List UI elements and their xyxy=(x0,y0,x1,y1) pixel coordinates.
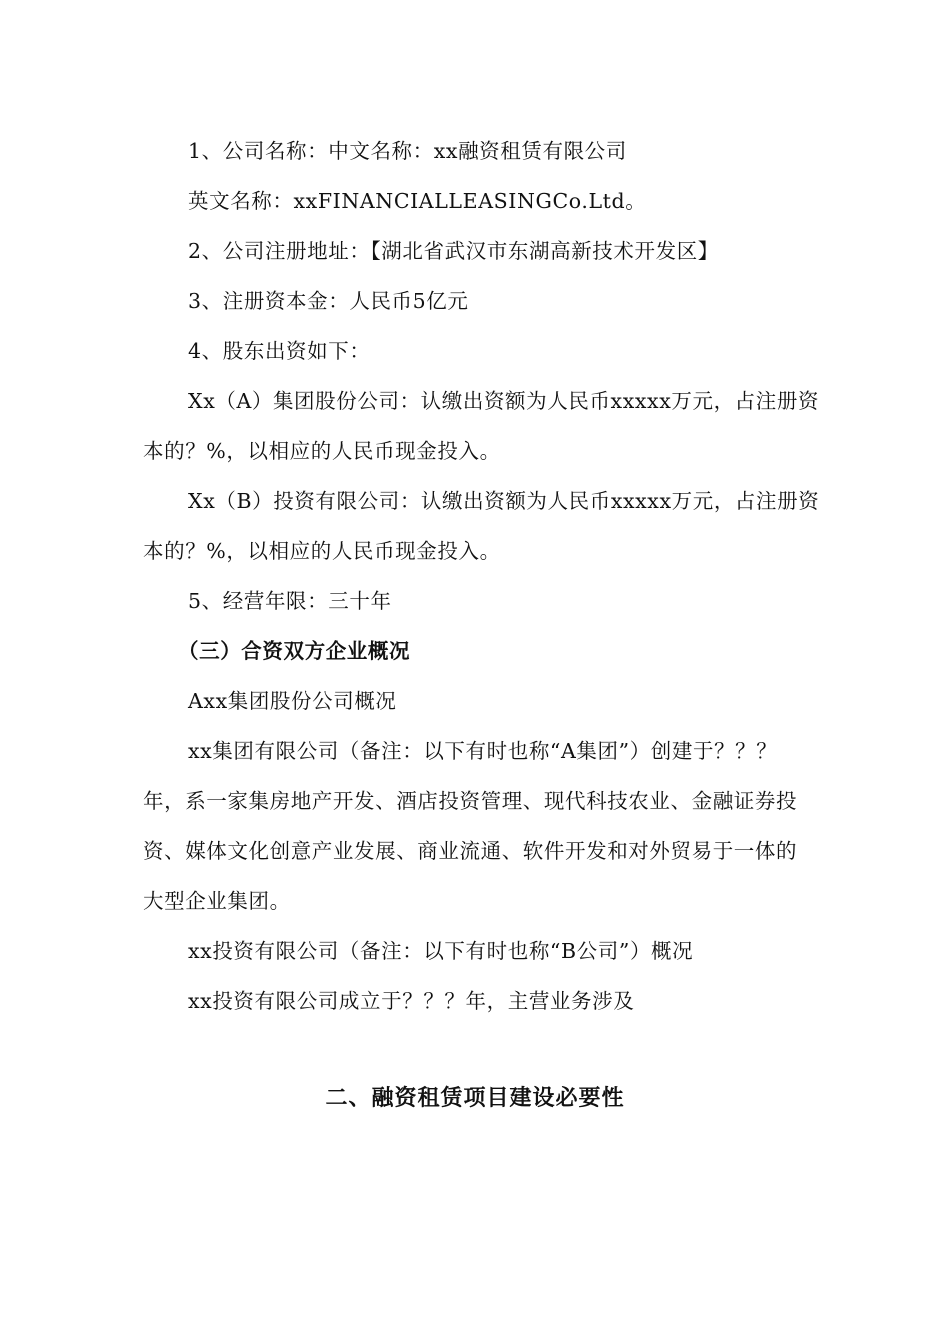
subsection-heading: （三）合资双方企业概况 xyxy=(178,639,411,663)
shareholder-b-line-2: 本的？%，以相应的人民币现金投入。 xyxy=(143,539,501,563)
shareholder-b-line-1: Xx（B）投资有限公司：认缴出资额为人民币xxxxx万元，占注册资 xyxy=(188,489,820,513)
registered-capital-line: 3、注册资本金：人民币5亿元 xyxy=(188,289,469,313)
company-a-overview-title: Axx集团股份公司概况 xyxy=(188,689,397,713)
registered-address-line: 2、公司注册地址：【湖北省武汉市东湖高新技术开发区】 xyxy=(188,239,719,263)
section-heading: 二、融资租赁项目建设必要性 xyxy=(325,1085,625,1111)
company-a-paragraph-line-3: 资、媒体文化创意产业发展、商业流通、软件开发和对外贸易于一体的 xyxy=(143,839,798,863)
company-a-paragraph-line-1: xx集团有限公司（备注：以下有时也称“A集团”）创建于？？？ xyxy=(188,739,778,763)
company-name-line: 1、公司名称：中文名称：xx融资租赁有限公司 xyxy=(188,139,627,163)
shareholder-contribution-heading: 4、股东出资如下： xyxy=(188,339,371,363)
operating-period-line: 5、经营年限：三十年 xyxy=(188,589,392,613)
english-name-line: 英文名称：xxFINANCIALLEASINGCo.Ltd。 xyxy=(188,189,647,213)
company-a-paragraph-line-4: 大型企业集团。 xyxy=(143,889,291,913)
company-b-overview-title: xx投资有限公司（备注：以下有时也称“B公司”）概况 xyxy=(188,939,694,963)
shareholder-a-line-2: 本的？%，以相应的人民币现金投入。 xyxy=(143,439,501,463)
company-b-paragraph-line-1: xx投资有限公司成立于？？？年，主营业务涉及 xyxy=(188,989,635,1013)
shareholder-a-line-1: Xx（A）集团股份公司：认缴出资额为人民币xxxxx万元，占注册资 xyxy=(188,389,820,413)
company-a-paragraph-line-2: 年，系一家集房地产开发、酒店投资管理、现代科技农业、金融证券投 xyxy=(143,789,798,813)
